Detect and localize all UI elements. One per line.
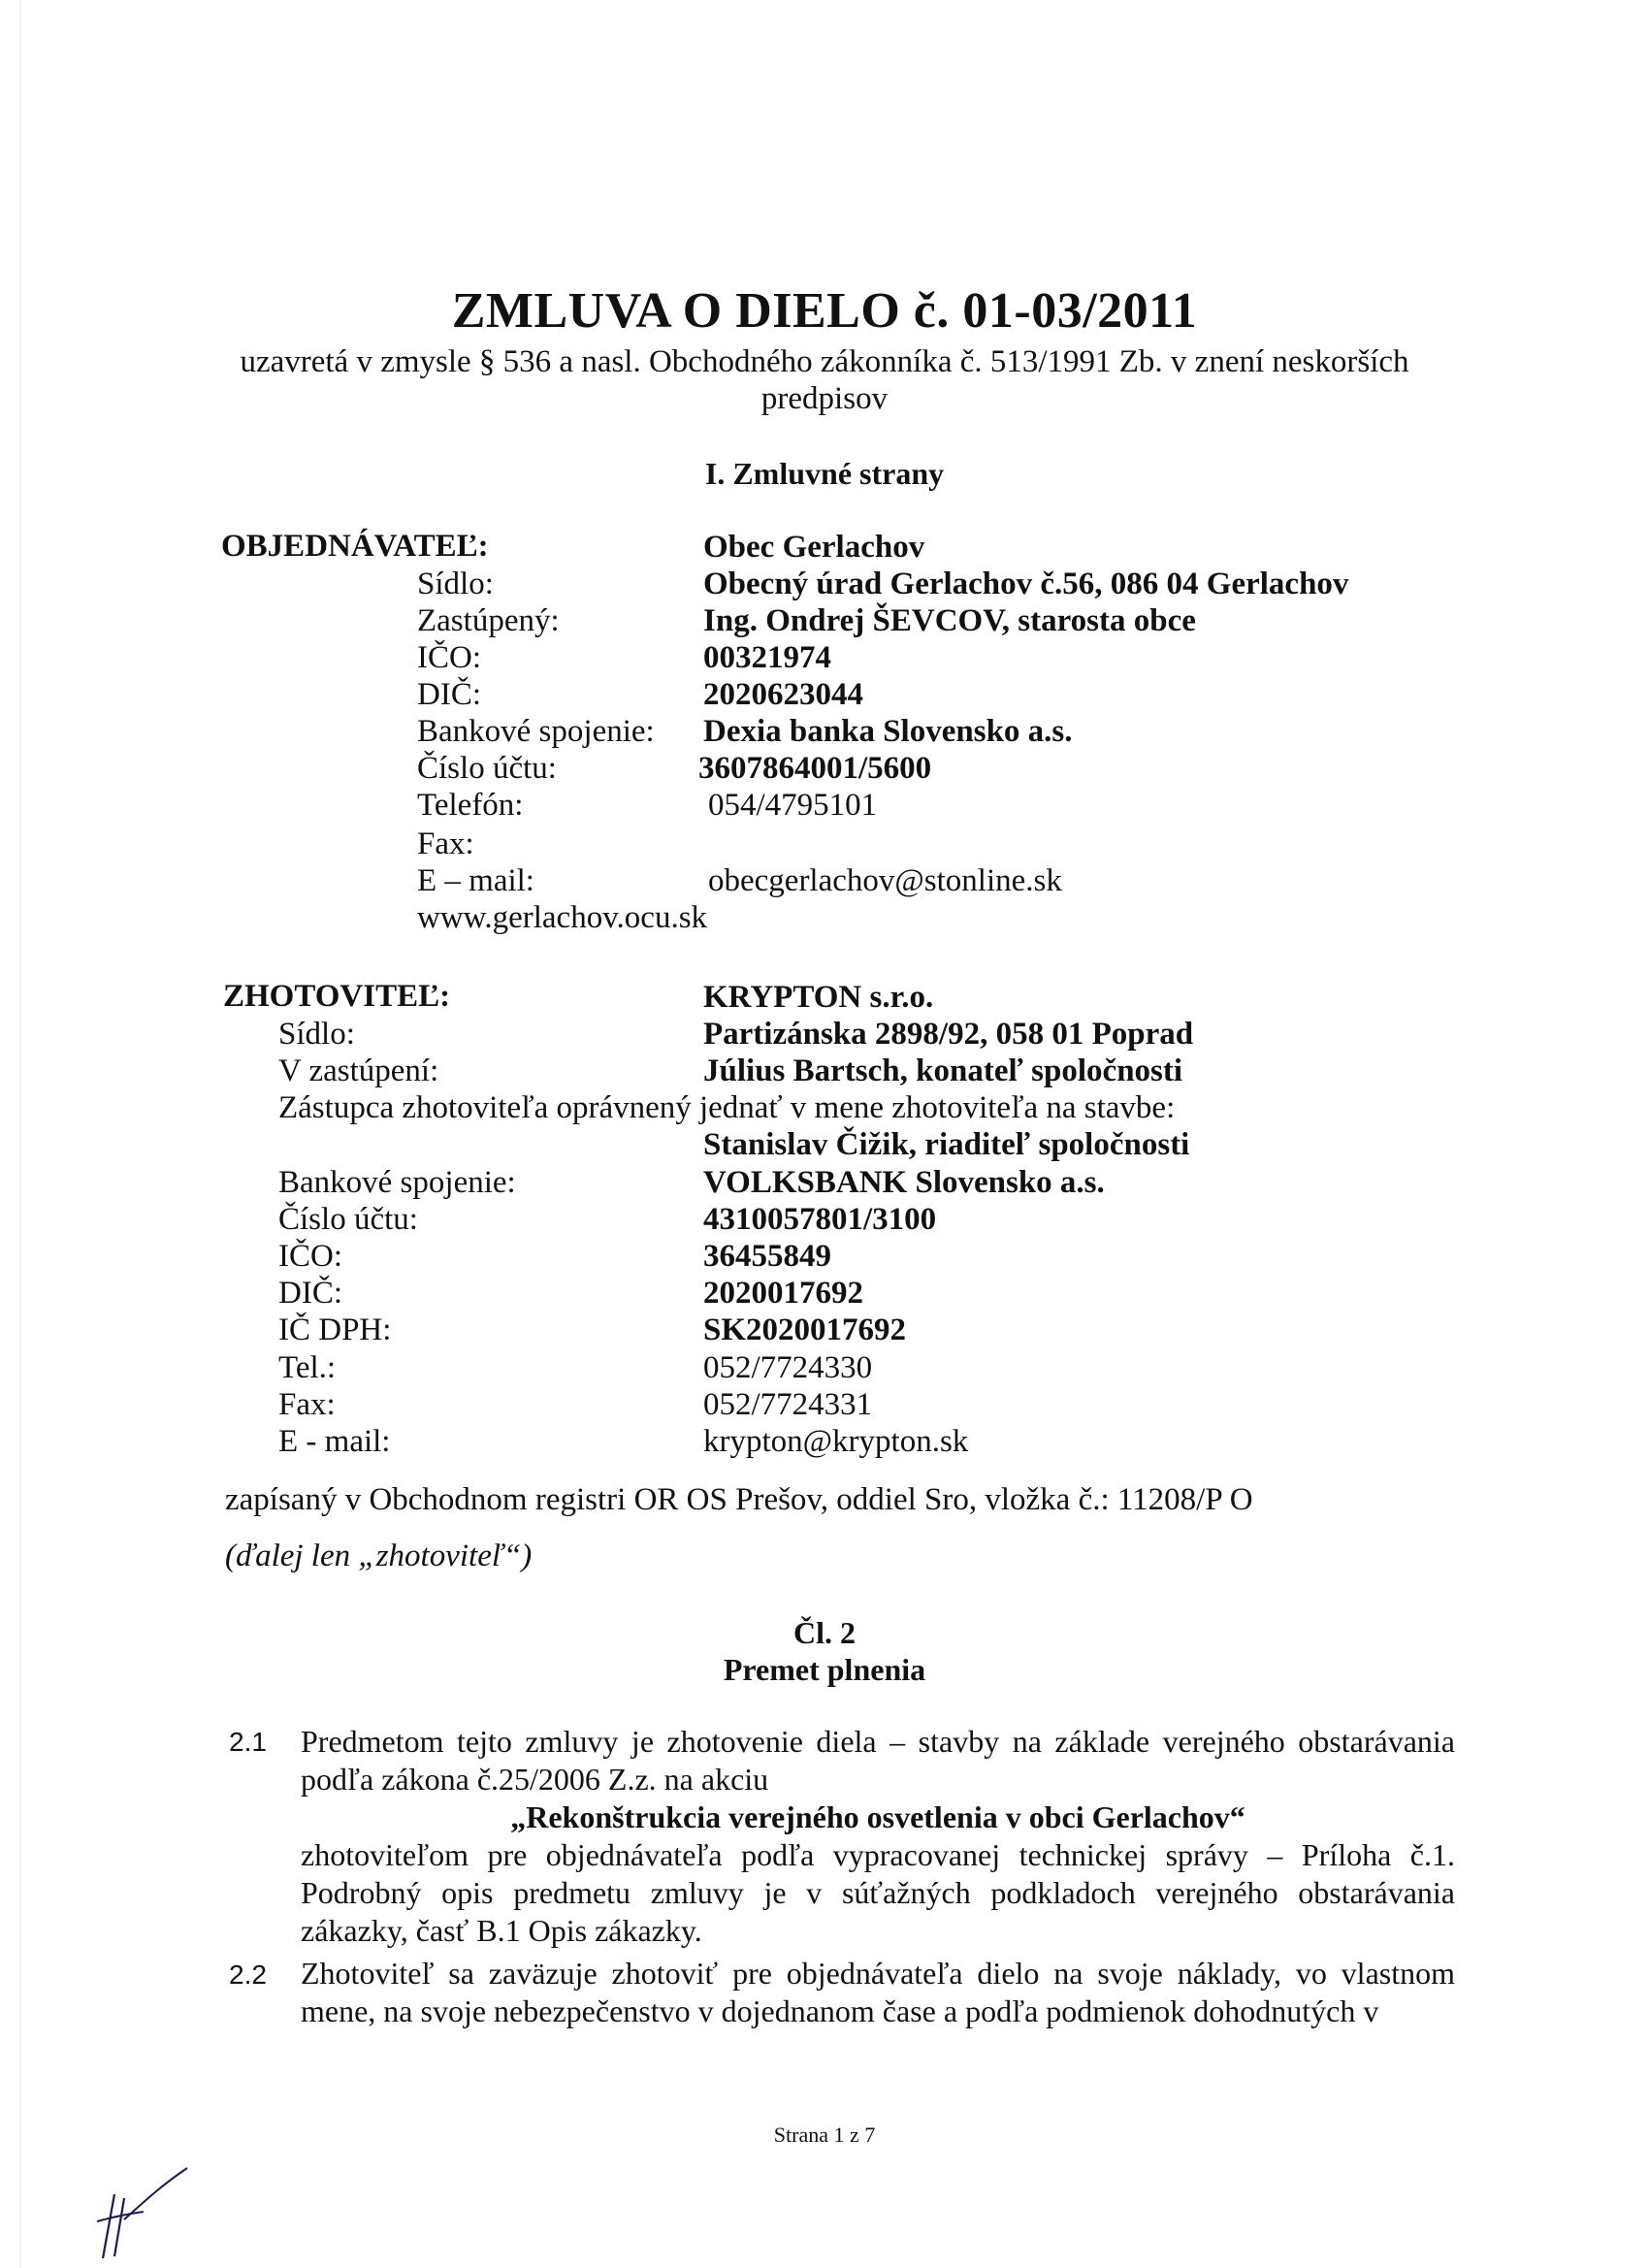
zhotovitel-row <box>278 1423 1442 1460</box>
zhotovitel-row <box>278 1201 1442 1238</box>
paragraph-text: zhotoviteľom pre objednávateľa podľa vypracovanej technickej správy – Príloha č.1. Podrobný opis predmetu zmluvy je v súťažných podkladoch verejného obstarávania zákazky, časť B.1 Opis zákazky. <box>301 1837 1455 1948</box>
row-label: Tel.: <box>278 1350 337 1385</box>
row-label: V zastúpení: <box>278 1053 439 1088</box>
zhotovitel-name: KRYPTON s.r.o. <box>703 980 934 1015</box>
objednavatel-row <box>417 676 1484 713</box>
row-label: Bankové spojenie: <box>417 714 655 749</box>
objednavatel-web: www.gerlachov.ocu.sk <box>417 900 708 935</box>
row-label: Sídlo: <box>278 1017 355 1052</box>
row-value: VOLKSBANK Slovensko a.s. <box>703 1165 1105 1200</box>
row-value: 2020017692 <box>703 1276 863 1311</box>
row-label: E - mail: <box>278 1424 391 1459</box>
row-label: Sídlo: <box>417 567 494 601</box>
zhotovitel-zastupenie-row <box>278 1053 1442 1089</box>
row-label: Zastúpený: <box>417 603 560 638</box>
objednavatel-row <box>417 750 1484 787</box>
row-label: Číslo účtu: <box>278 1202 418 1237</box>
scan-edge <box>19 0 21 2268</box>
row-value: krypton@krypton.sk <box>703 1424 969 1459</box>
zhotovitel-row <box>278 1312 1442 1348</box>
objednavatel-row <box>417 826 1484 862</box>
zhotovitel-row <box>278 1275 1442 1312</box>
row-label: Číslo účtu: <box>417 751 557 786</box>
project-name: „Rekonštrukcia verejného osvetlenia v obci Gerlachov“ <box>510 1799 1245 1834</box>
zhotovitel-row <box>278 1238 1442 1275</box>
objednavatel-row <box>417 787 1484 824</box>
zhotovitel-row <box>278 1349 1442 1386</box>
objednavatel-row <box>417 713 1484 750</box>
row-label: Fax: <box>417 826 474 861</box>
objednavatel-row <box>417 862 1484 899</box>
row-label: IČO: <box>417 640 481 675</box>
alias-line: (ďalej len „zhotoviteľ“) <box>225 1539 533 1573</box>
row-value: Ing. Ondrej ŠEVCOV, starosta obce <box>703 603 1196 638</box>
row-label: Telefón: <box>417 788 524 823</box>
zhotovitel-row <box>278 1386 1442 1423</box>
objednavatel-name: Obec Gerlachov <box>703 530 925 565</box>
row-value: 4310057801/3100 <box>703 1202 937 1237</box>
zhotovitel-representative-line: Zástupca zhotoviteľa oprávnený jednať v mene zhotoviteľa na stavbe: <box>278 1090 1176 1125</box>
row-value: SK2020017692 <box>703 1312 907 1347</box>
zhotovitel-representative-name: Stanislav Čižik, riaditeľ spoločnosti <box>703 1127 1190 1162</box>
row-label: DIČ: <box>278 1276 342 1311</box>
row-label: IČ DPH: <box>278 1312 392 1347</box>
zhotovitel-sidlo-row <box>278 1016 1442 1053</box>
document-title: ZMLUVA O DIELO č. 01-03/2011 <box>451 283 1198 339</box>
row-label: DIČ: <box>417 677 481 712</box>
row-value: 36455849 <box>703 1239 831 1274</box>
row-value: obecgerlachov@stonline.sk <box>708 863 1062 898</box>
row-value: Obecný úrad Gerlachov č.56, 086 04 Gerlachov <box>703 567 1349 601</box>
row-value: Dexia banka Slovensko a.s. <box>703 714 1073 749</box>
page-footer: Strana 1 z 7 <box>773 2122 876 2147</box>
section-2-number: Čl. 2 <box>793 1615 856 1650</box>
row-label: E – mail: <box>417 863 534 898</box>
paragraph-number: 2.1 <box>229 1727 267 1757</box>
paragraph-2-2: Zhotoviteľ sa zaväzuje zhotoviť pre objednávateľa dielo na svoje náklady, vo vlastnom mene, na svoje nebezpečenstvo v dojednanom čase a podľa podmienok dohodnutých v <box>301 1956 1455 2028</box>
row-value: 052/7724330 <box>703 1350 873 1385</box>
row-value: 2020623044 <box>703 677 863 712</box>
row-label: Fax: <box>278 1387 336 1422</box>
zhotovitel-label: ZHOTOVITEĽ: <box>223 979 451 1014</box>
register-line: zapísaný v Obchodnom registri OR OS Prešov, oddiel Sro, vložka č.: 11208/P O <box>225 1482 1253 1517</box>
row-value: Partizánska 2898/92, 058 01 Poprad <box>703 1017 1194 1052</box>
row-value: 00321974 <box>703 640 831 675</box>
paragraph-2-1 <box>301 1723 1455 1950</box>
row-value: 052/7724331 <box>703 1387 873 1422</box>
row-value: 3607864001/5600 <box>698 751 932 786</box>
objednavatel-label: OBJEDNÁVATEĽ: <box>221 529 489 564</box>
row-value: Július Bartsch, konateľ spoločnosti <box>703 1053 1183 1088</box>
objednavatel-row <box>417 639 1484 676</box>
objednavatel-row <box>417 566 1484 602</box>
objednavatel-row <box>417 602 1484 639</box>
row-label: IČO: <box>278 1239 342 1274</box>
signature-mark <box>85 2163 192 2260</box>
document-subtitle: uzavretá v zmysle § 536 a nasl. Obchodného zákonníka č. 513/1991 Zb. v znení neskorších predpisov <box>240 344 1409 416</box>
paragraph-text: Predmetom tejto zmluvy je zhotovenie diela – stavby na základe verejného obstarávania podľa zákona č.25/2006 Z.z. na akciu <box>301 1724 1455 1797</box>
paragraph-number: 2.2 <box>229 1960 267 1990</box>
zhotovitel-row <box>278 1164 1442 1201</box>
section-1-heading: I. Zmluvné strany <box>704 456 945 491</box>
section-2-heading: Premet plnenia <box>723 1652 926 1687</box>
row-value: 054/4795101 <box>708 788 878 823</box>
row-label: Bankové spojenie: <box>278 1165 516 1200</box>
